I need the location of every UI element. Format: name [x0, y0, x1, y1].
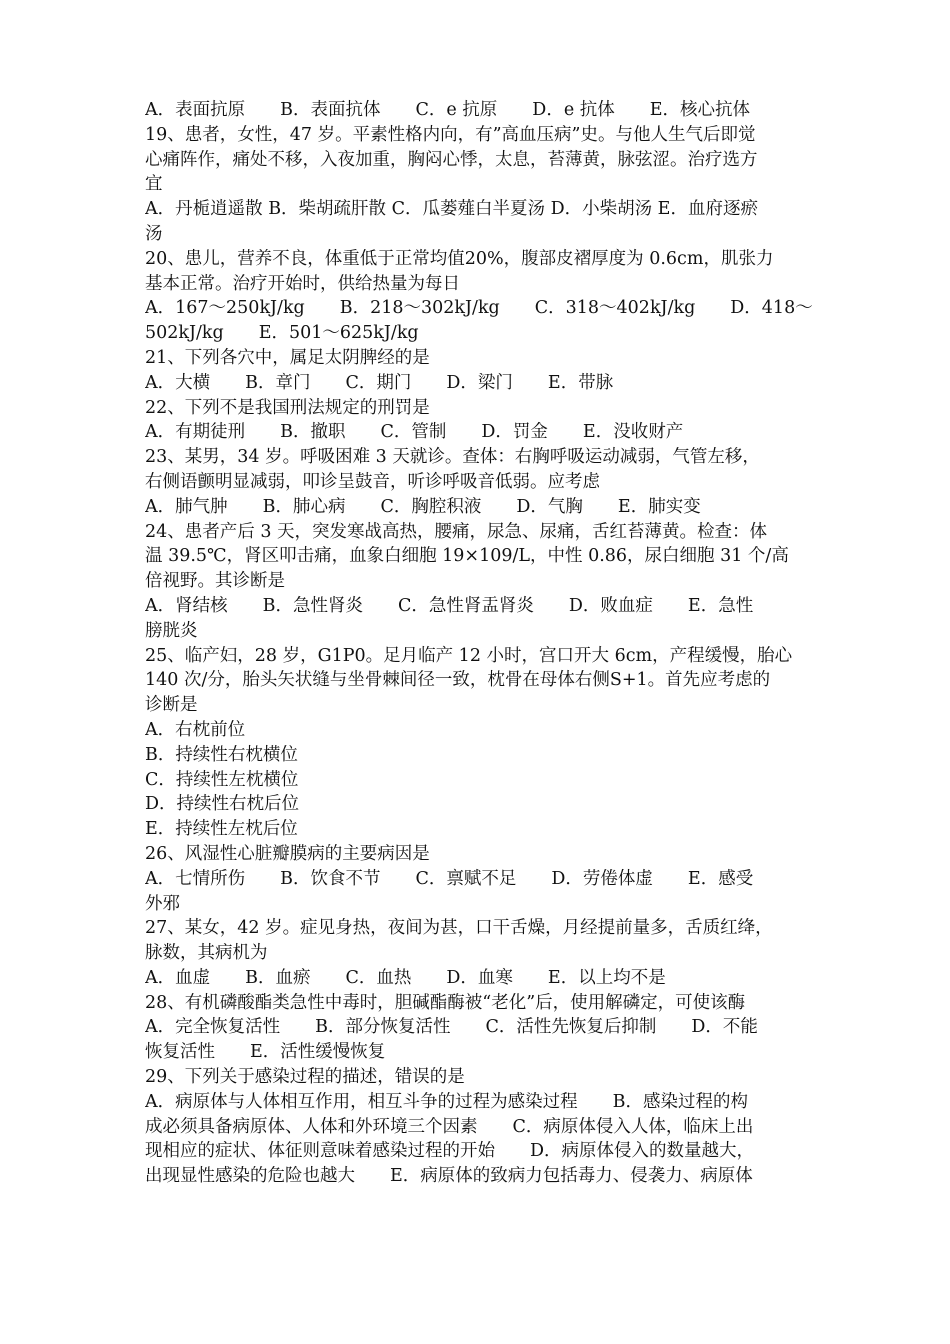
text-line: 汤	[145, 223, 163, 244]
text-line: 24、患者产后 3 天，突发寒战高热，腰痛，尿急、尿痛，舌红苔薄黄。检查：体	[145, 521, 768, 542]
text-line: 出现显性感染的危险也越大 E．病原体的致病力包括毒力、侵袭力、病原体	[145, 1166, 753, 1187]
text-line: A．右枕前位	[145, 719, 246, 740]
text-line: A．完全恢复活性 B．部分恢复活性 C．活性先恢复后抑制 D．不能	[145, 1017, 758, 1038]
text-line: 26、风湿性心脏瓣膜病的主要病因是	[145, 843, 430, 864]
text-line: A．167～250kJ/kg B．218～302kJ/kg C．318～402kJ/kg D．418～	[145, 298, 813, 319]
text-line: 基本正常。治疗开始时，供给热量为每日	[145, 273, 460, 294]
text-line: A．七情所伤 B．饮食不节 C．禀赋不足 D．劳倦体虚 E．感受	[145, 868, 754, 889]
document-page	[145, 98, 813, 1189]
text-line: A．大横 B．章门 C．期门 D．梁门 E．带脉	[145, 372, 614, 393]
text-line: 右侧语颤明显减弱，叩诊呈鼓音，听诊呼吸音低弱。应考虑	[145, 471, 600, 492]
text-line: A．丹栀逍遥散 B．柴胡疏肝散 C．瓜蒌薤白半夏汤 D．小柴胡汤 E．血府逐瘀	[145, 199, 758, 220]
text-line: 温 39.5℃，肾区叩击痛，血象白细胞 19×109/L，中性 0.86，尿白细胞 31 个/高	[145, 546, 789, 567]
text-line: E．持续性左枕后位	[145, 819, 298, 840]
text-line: B．持续性右枕横位	[145, 744, 298, 765]
text-line: A．血虚 B．血瘀 C．血热 D．血寒 E．以上均不是	[145, 967, 666, 988]
text-line: 19、患者，女性，47 岁。平素性格内向，有”高血压病”史。与他人生气后即觉	[145, 124, 756, 145]
text-line: 502kJ/kg E．501～625kJ/kg	[145, 323, 419, 344]
text-line: A．表面抗原 B．表面抗体 C．e 抗原 D．e 抗体 E．核心抗体	[145, 100, 751, 120]
text-line: 外邪	[145, 893, 180, 914]
text-line: D．持续性右枕后位	[145, 794, 300, 815]
text-line: A．肾结核 B．急性肾炎 C．急性肾盂肾炎 D．败血症 E．急性	[145, 595, 754, 616]
text-line: 倍视野。其诊断是	[145, 571, 285, 592]
text-line: 23、某男，34 岁。呼吸困难 3 天就诊。查体：右胸呼吸运动减弱，气管左移，	[145, 447, 760, 468]
text-line: 25、临产妇，28 岁，G1P0。足月临产 12 小时，宫口开大 6cm，产程缓慢，胎心	[145, 645, 793, 666]
text-line: A．肺气肿 B．肺心病 C．胸腔积液 D．气胸 E．肺实变	[145, 496, 701, 517]
text-line: 现相应的症状、体征则意味着感染过程的开始 D．病原体侵入的数量越大，	[145, 1141, 755, 1162]
text-line: 22、下列不是我国刑法规定的刑罚是	[145, 397, 430, 418]
text-line: 宜	[145, 174, 163, 195]
text-line: 20、患儿，营养不良，体重低于正常均值20%，腹部皮褶厚度为 0.6cm，肌张力	[145, 248, 774, 269]
text-line: 140 次/分，胎头矢状缝与坐骨棘间径一致，枕骨在母体右侧S+1。首先应考虑的	[145, 670, 771, 691]
text-line: 恢复活性 E．活性缓慢恢复	[145, 1042, 386, 1063]
text-line: 脉数，其病机为	[145, 943, 268, 964]
text-line: A．有期徒刑 B．撤职 C．管制 D．罚金 E．没收财产	[145, 422, 684, 443]
text-line: 膀胱炎	[145, 620, 198, 641]
text-line: 诊断是	[145, 695, 198, 716]
text-line: 28、有机磷酸酯类急性中毒时，胆碱酯酶被“老化”后，使用解磷定，可使该酶	[145, 992, 746, 1013]
text-line: 成必须具备病原体、人体和外环境三个因素 C．病原体侵入人体，临床上出	[145, 1116, 754, 1137]
text-line: 心痛阵作，痛处不移，入夜加重，胸闷心悸，太息，苔薄黄，脉弦涩。治疗选方	[145, 149, 758, 170]
text-line: 27、某女，42 岁。症见身热，夜间为甚，口干舌燥，月经提前量多，舌质红绛，	[145, 918, 773, 939]
text-line: C．持续性左枕横位	[145, 769, 299, 790]
text-line: 29、下列关于感染过程的描述，错误的是	[145, 1067, 465, 1088]
text-line: 21、下列各穴中，属足太阴脾经的是	[145, 347, 430, 368]
text-line: A．病原体与人体相互作用，相互斗争的过程为感染过程 B．感染过程的构	[145, 1091, 748, 1112]
